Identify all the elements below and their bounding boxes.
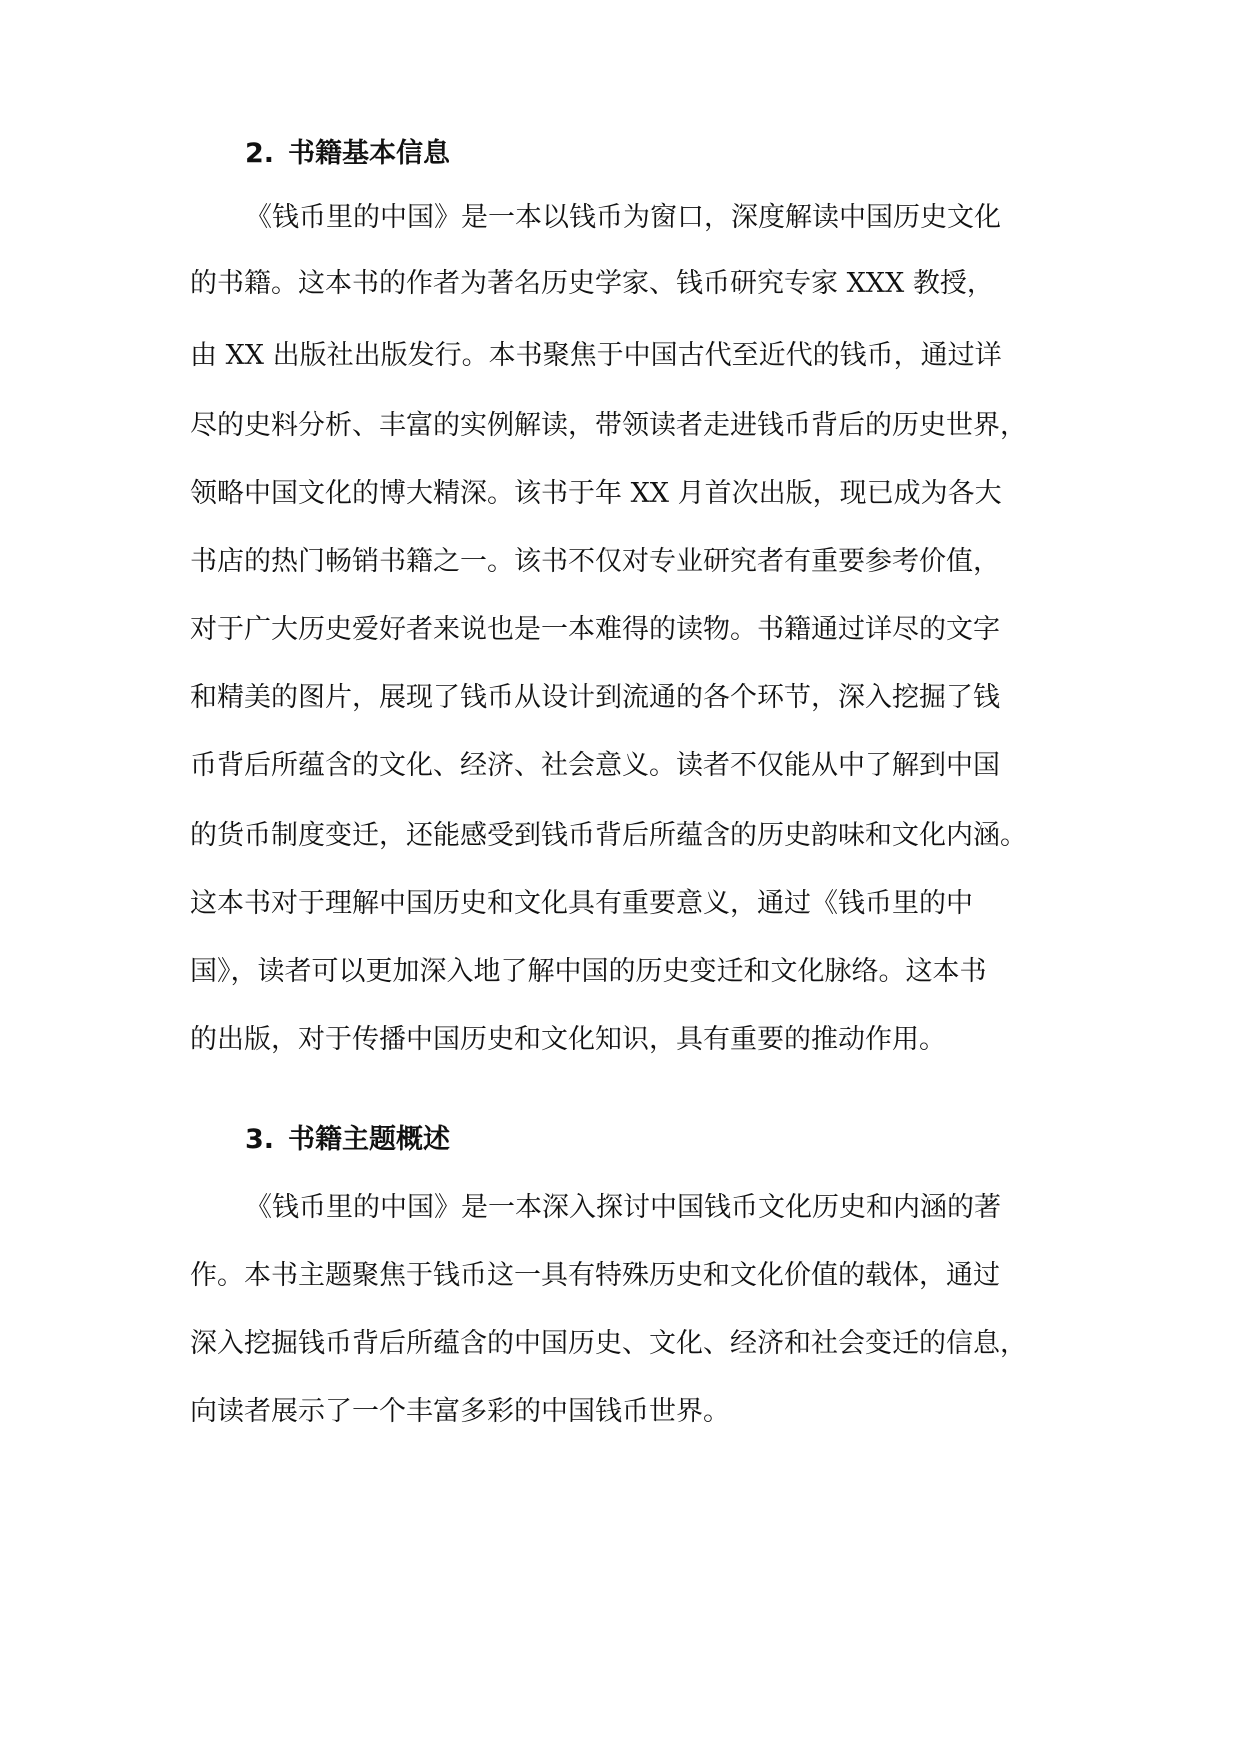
paragraph-line: 向读者展示了一个丰富多彩的中国钱币世界。 (190, 1396, 730, 1427)
section-title: 书籍基本信息 (288, 138, 451, 169)
paragraph-line: 尽的史料分析、丰富的实例解读，带领读者走进钱币背后的历史世界， (190, 410, 1027, 441)
paragraph-line: 深入挖掘钱币背后所蕴含的中国历史、文化、经济和社会变迁的信息， (190, 1328, 1027, 1359)
paragraph-line: 的书籍。这本书的作者为著名历史学家、钱币研究专家 XXX 教授， (190, 268, 994, 299)
section-title: 书籍主题概述 (288, 1124, 451, 1155)
paragraph-line: 对于广大历史爱好者来说也是一本难得的读物。书籍通过详尽的文字 (190, 614, 1000, 645)
paragraph-line: 的出版，对于传播中国历史和文化知识，具有重要的推动作用。 (190, 1024, 946, 1055)
paragraph-line: 《钱币里的中国》是一本深入探讨中国钱币文化历史和内涵的著 (245, 1192, 1001, 1223)
paragraph-line: 这本书对于理解中国历史和文化具有重要意义，通过《钱币里的中 (190, 888, 973, 919)
section-heading (245, 1120, 450, 1160)
paragraph-line: 国》，读者可以更加深入地了解中国的历史变迁和文化脉络。这本书 (190, 956, 987, 987)
paragraph-line: 由 XX 出版社出版发行。本书聚焦于中国古代至近代的钱币，通过详 (190, 340, 1002, 371)
paragraph-line: 和精美的图片，展现了钱币从设计到流通的各个环节，深入挖掘了钱 (190, 682, 1000, 713)
paragraph-line: 领略中国文化的博大精深。该书于年 XX 月首次出版，现已成为各大 (190, 478, 1002, 509)
section-number: 2. (245, 138, 275, 169)
section-heading (245, 134, 450, 174)
paragraph-line: 作。本书主题聚焦于钱币这一具有特殊历史和文化价值的载体，通过 (190, 1260, 1000, 1291)
paragraph-line: 《钱币里的中国》是一本以钱币为窗口，深度解读中国历史文化 (245, 202, 1001, 233)
paragraph-line: 的货币制度变迁，还能感受到钱币背后所蕴含的历史韵味和文化内涵。 (190, 820, 1027, 851)
section-number: 3. (245, 1124, 275, 1155)
paragraph-line: 书店的热门畅销书籍之一。该书不仅对专业研究者有重要参考价值， (190, 546, 1000, 577)
paragraph-line: 币背后所蕴含的文化、经济、社会意义。读者不仅能从中了解到中国 (190, 750, 1000, 781)
